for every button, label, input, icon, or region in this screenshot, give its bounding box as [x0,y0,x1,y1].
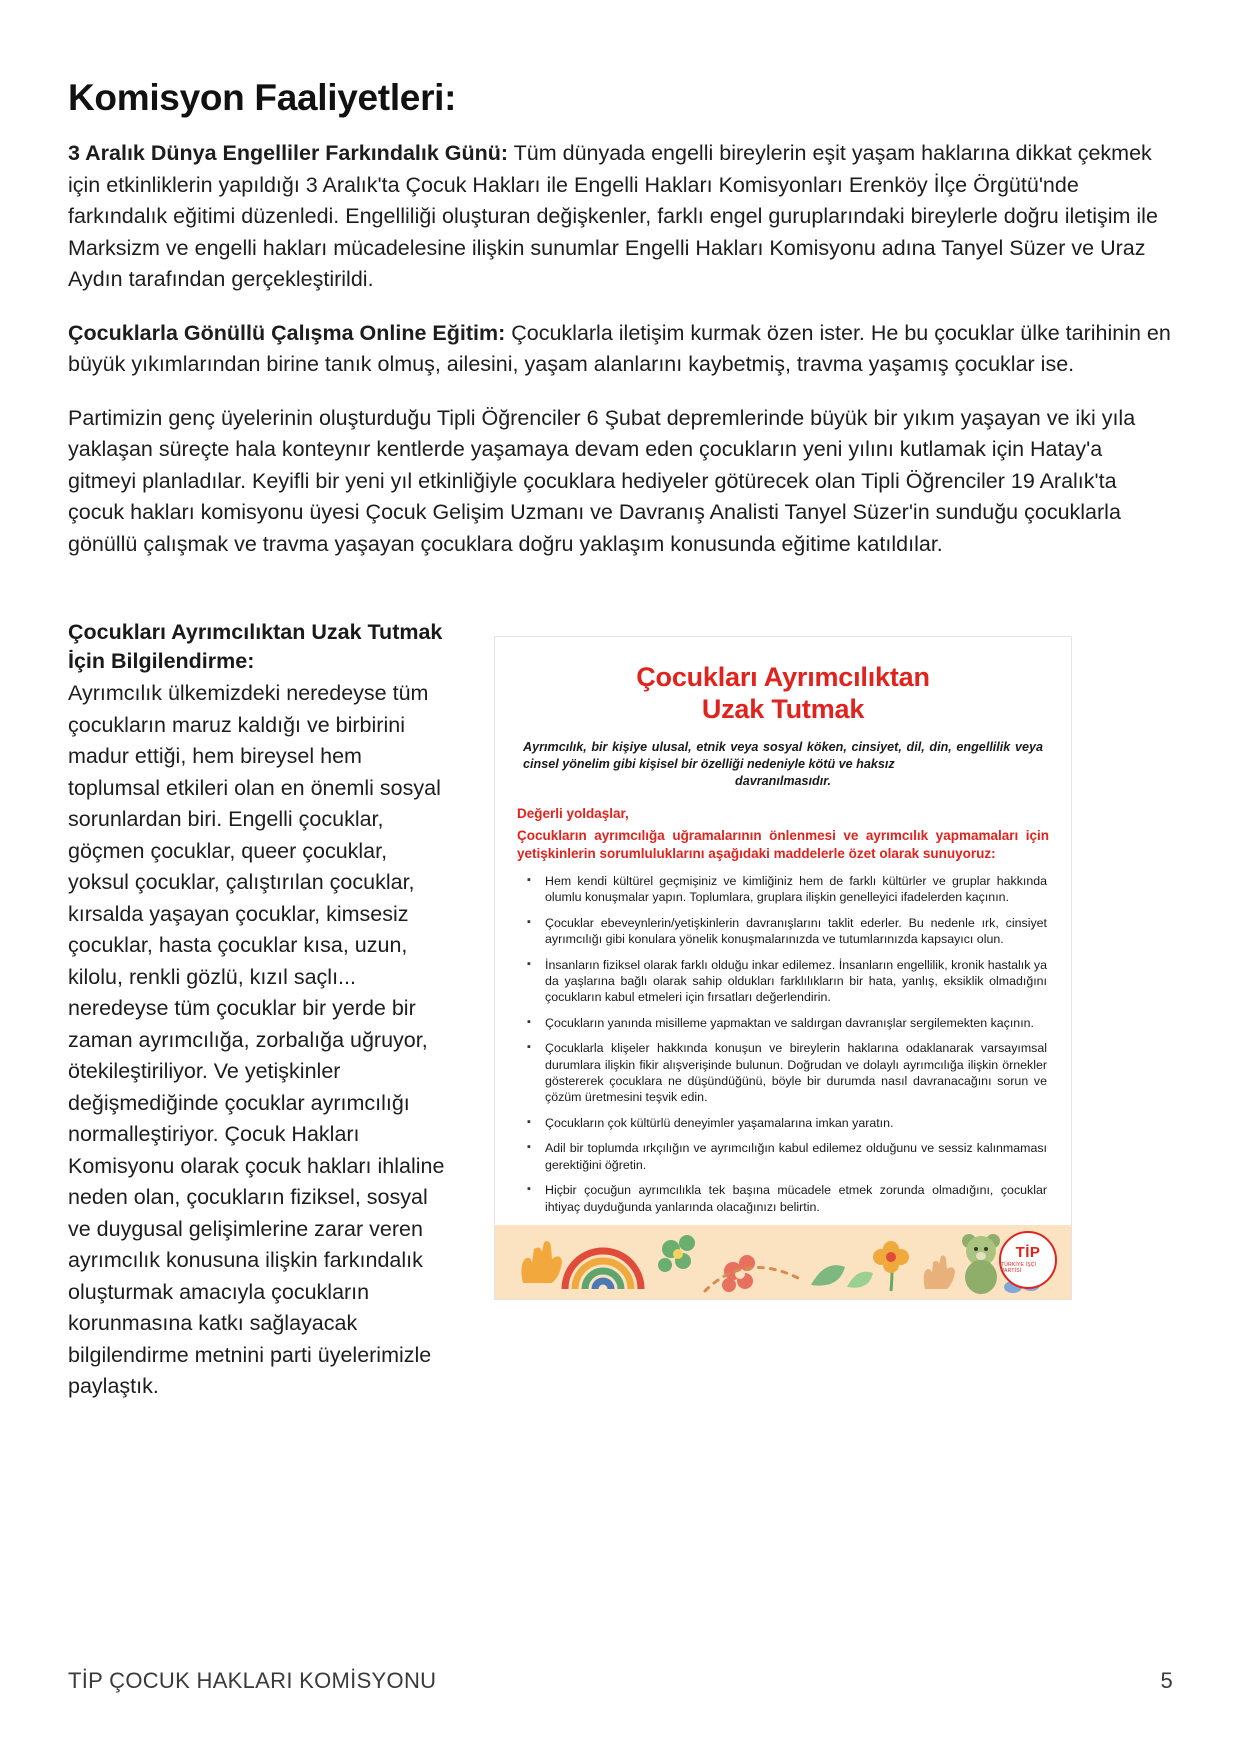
paragraph-3 [68,403,1173,561]
paragraph-3-text: Partimizin genç üyelerinin oluşturduğu Tipli Öğrenciler 6 Şubat depremlerinde büyük bir yıkım yaşayan ve iki yıla yaklaşan süreçte hala konteynır kentlerde yaşamaya devam eden çocukların yeni yılını kutlamak için Hatay'a gitmeyi planladılar. Keyifli bir yeni yıl etkinliğiyle çocuklara hediyeler götürecek olan Tipli Öğrenciler 19 Aralık'ta çocuk hakları komisyonu üyesi Çocuk Gelişim Uzmanı ve Davranış Analisti Tanyel Süzer'in sunduğu çocuklarla gönüllü çalışmak ve travma yaşayan çocuklara doğru yaklaşım konusunda eğitime katıldılar. [68,405,1136,556]
band-illustration-icon [495,1225,1071,1299]
left-column-heading: Çocukları Ayrımcılıktan Uzak Tutmak İçin Bilgilendirme: [68,620,443,673]
lower-section [68,618,1173,1403]
poster-image [494,636,1072,1300]
poster-definition-text: Ayrımcılık, bir kişiye ulusal, etnik veya sosyal köken, cinsiyet, dil, din, engellilik veya cinsel yönelim gibi kişisel bir özelliği nedeniyle kötü ve haksız [523,740,1043,771]
main-text-column [68,138,1173,582]
paragraph-2-lead: Çocuklarla Gönüllü Çalışma Online Eğitim: [68,320,506,345]
list-item: ▪ Çocukların çok kültürlü deneyimler yaşamalarına imkan yaratın. [525,1115,1047,1131]
poster-title [517,661,1049,725]
list-item: ▪ Hem kendi kültürel geçmişiniz ve kimliğiniz hem de farklı kültürler ve gruplar hakkında olumlu konuşmalar yapın. Toplumlara, gruplara ilişkin genelleyici ifadelerden kaçının. [525,873,1047,906]
poster-title-line1: Çocukları Ayrımcılıktan [636,662,930,692]
paragraph-1-text: Tüm dünyada engelli bireylerin eşit yaşam haklarına dikkat çekmek için etkinliklerin yapıldığı 3 Aralık'ta Çocuk Hakları ile Engelli Hakları Komisyonları Erenköy İlçe Örgütü'nde farkındalık eğitimi düzenledi. Engelliliği oluşturan değişkenler, farklı engel guruplarındaki bireylerle doğru iletişim ile Marksizm ve engelli hakları mücadelesine ilişkin sunumlar Engelli Hakları Komisyonu adına Tanyel Süzer ve Uraz Aydın tarafından gerçekleştirildi. [68,141,1158,291]
paragraph-1-lead: 3 Aralık Dünya Engelliler Farkındalık Günü: [68,141,509,165]
poster-lead: Çocukların ayrımcılığa uğramalarının önlenmesi ve ayrımcılık yapmamaları için yetişkinlerin sorumluluklarını aşağıdaki maddelerle özet olarak sunuyoruz: [517,828,1049,861]
list-item: ▪ İnsanların fiziksel olarak farklı olduğu inkar edilemez. İnsanların engellilik, kronik hastalık ya da yaşlarına bağlı olarak sahip oldukları farklılıkların bir hata, yanlış, eksiklik olmadığını çocukların kabul etmeleri için fırsatları değerlendirin. [525,957,1047,1006]
list-item: ▪ Hiçbir çocuğun ayrımcılıkla tek başına mücadele etmek zorunda olmadığını, çocuklar ihtiyaç duyduğunda yanlarında olacağınızı belirtin. [525,1182,1047,1215]
tip-logo-icon [999,1231,1057,1289]
tip-logo-text: TİP [1015,1244,1041,1262]
poster-decorative-band [495,1225,1071,1299]
poster-list [517,873,1049,1215]
left-column-body: Ayrımcılık ülkemizdeki neredeyse tüm çocukların maruz kaldığı ve birbirini madur ettiği, hem bireysel hem toplumsal etkileri olan en önemli sosyal sorunlardan biri. Engelli çocuklar, göçmen çocuklar, queer çocuklar, yoksul çocuklar, çalıştırılan çocuklar, kırsalda yaşayan çocuklar, kimsesiz çocuklar, hasta çocuklar kısa, uzun, kilolu, renkli gözlü, kızıl saçlı... neredeyse tüm çocuklar bir yerde bir zaman ayrımcılığa, zorbalığa uğruyor, ötekileştiriliyor. Ve yetişkinler değişmediğinde çocuklar ayrımcılığı normalleştiriyor. Çocuk Hakları Komisyonu olarak çocuk hakları ihlaline neden olan, çocukların fiziksel, sosyal ve duygusal gelişimlerine zarar veren ayrımcılık konusuna ilişkin farkındalık oluşturmak amacıyla çocukların korunmasına katkı sağlayacak bilgilendirme metnini parti üyelerimizle paylaştık. [68,681,445,1398]
poster-greeting: Değerli yoldaşlar, [517,806,629,821]
list-item: ▪ Çocukların yanında misilleme yapmaktan ve saldırgan davranışlar sergilemekten kaçının. [525,1015,1047,1031]
page-footer [68,1668,1173,1694]
page-title: Komisyon Faaliyetleri: [68,76,457,118]
left-column [68,618,468,1403]
list-item: ▪ Adil bir toplumda ırkçılığın ve ayrımcılığın kabul edilemez olduğunu ve sessiz kalınmaması gerektiğini öğretin. [525,1140,1047,1173]
footer-page-number: 5 [1160,1668,1173,1693]
poster-definition-last: davranılmasıdır. [735,774,831,788]
list-item: ▪ Çocuklar ebeveynlerin/yetişkinlerin davranışlarını taklit ederler. Bu nedenle ırk, cinsiyet ayrımcılığı gibi konulara yönelik konuşmalarınızda ve tutumlarınızda kapsayıcı olun. [525,915,1047,948]
tip-logo-subtext: TÜRKİYE İŞÇİ PARTİSİ [1001,1262,1037,1275]
paragraph-1 [68,138,1173,296]
footer-left-text: TİP ÇOCUK HAKLARI KOMİSYONU [68,1668,437,1693]
list-item: ▪ Çocuklarla klişeler hakkında konuşun ve bireylerin haklarına odaklanarak varsayımsal durumlara ilişkin fikir alışverişinde bulunun. Doğrudan ve dolaylı ayrımcılığa ilişkin örnekler göstererek çocuklara ne düşündüğünü, böyle bir durumda nasıl davranacağını sorun ve çözüm üretmesini teşvik edin. [525,1040,1047,1106]
poster-title-line2: Uzak Tutmak [701,694,865,724]
paragraph-2 [68,318,1173,381]
paragraph-2-text: Çocuklarla iletişim kurmak özen ister. He bu çocuklar ülke tarihinin en büyük yıkımlarından birine tanık olmuş, ailesini, yaşam alanlarını kaybetmiş, travma yaşamış çocuklar ise. [68,320,1171,376]
poster-definition [523,739,1043,790]
